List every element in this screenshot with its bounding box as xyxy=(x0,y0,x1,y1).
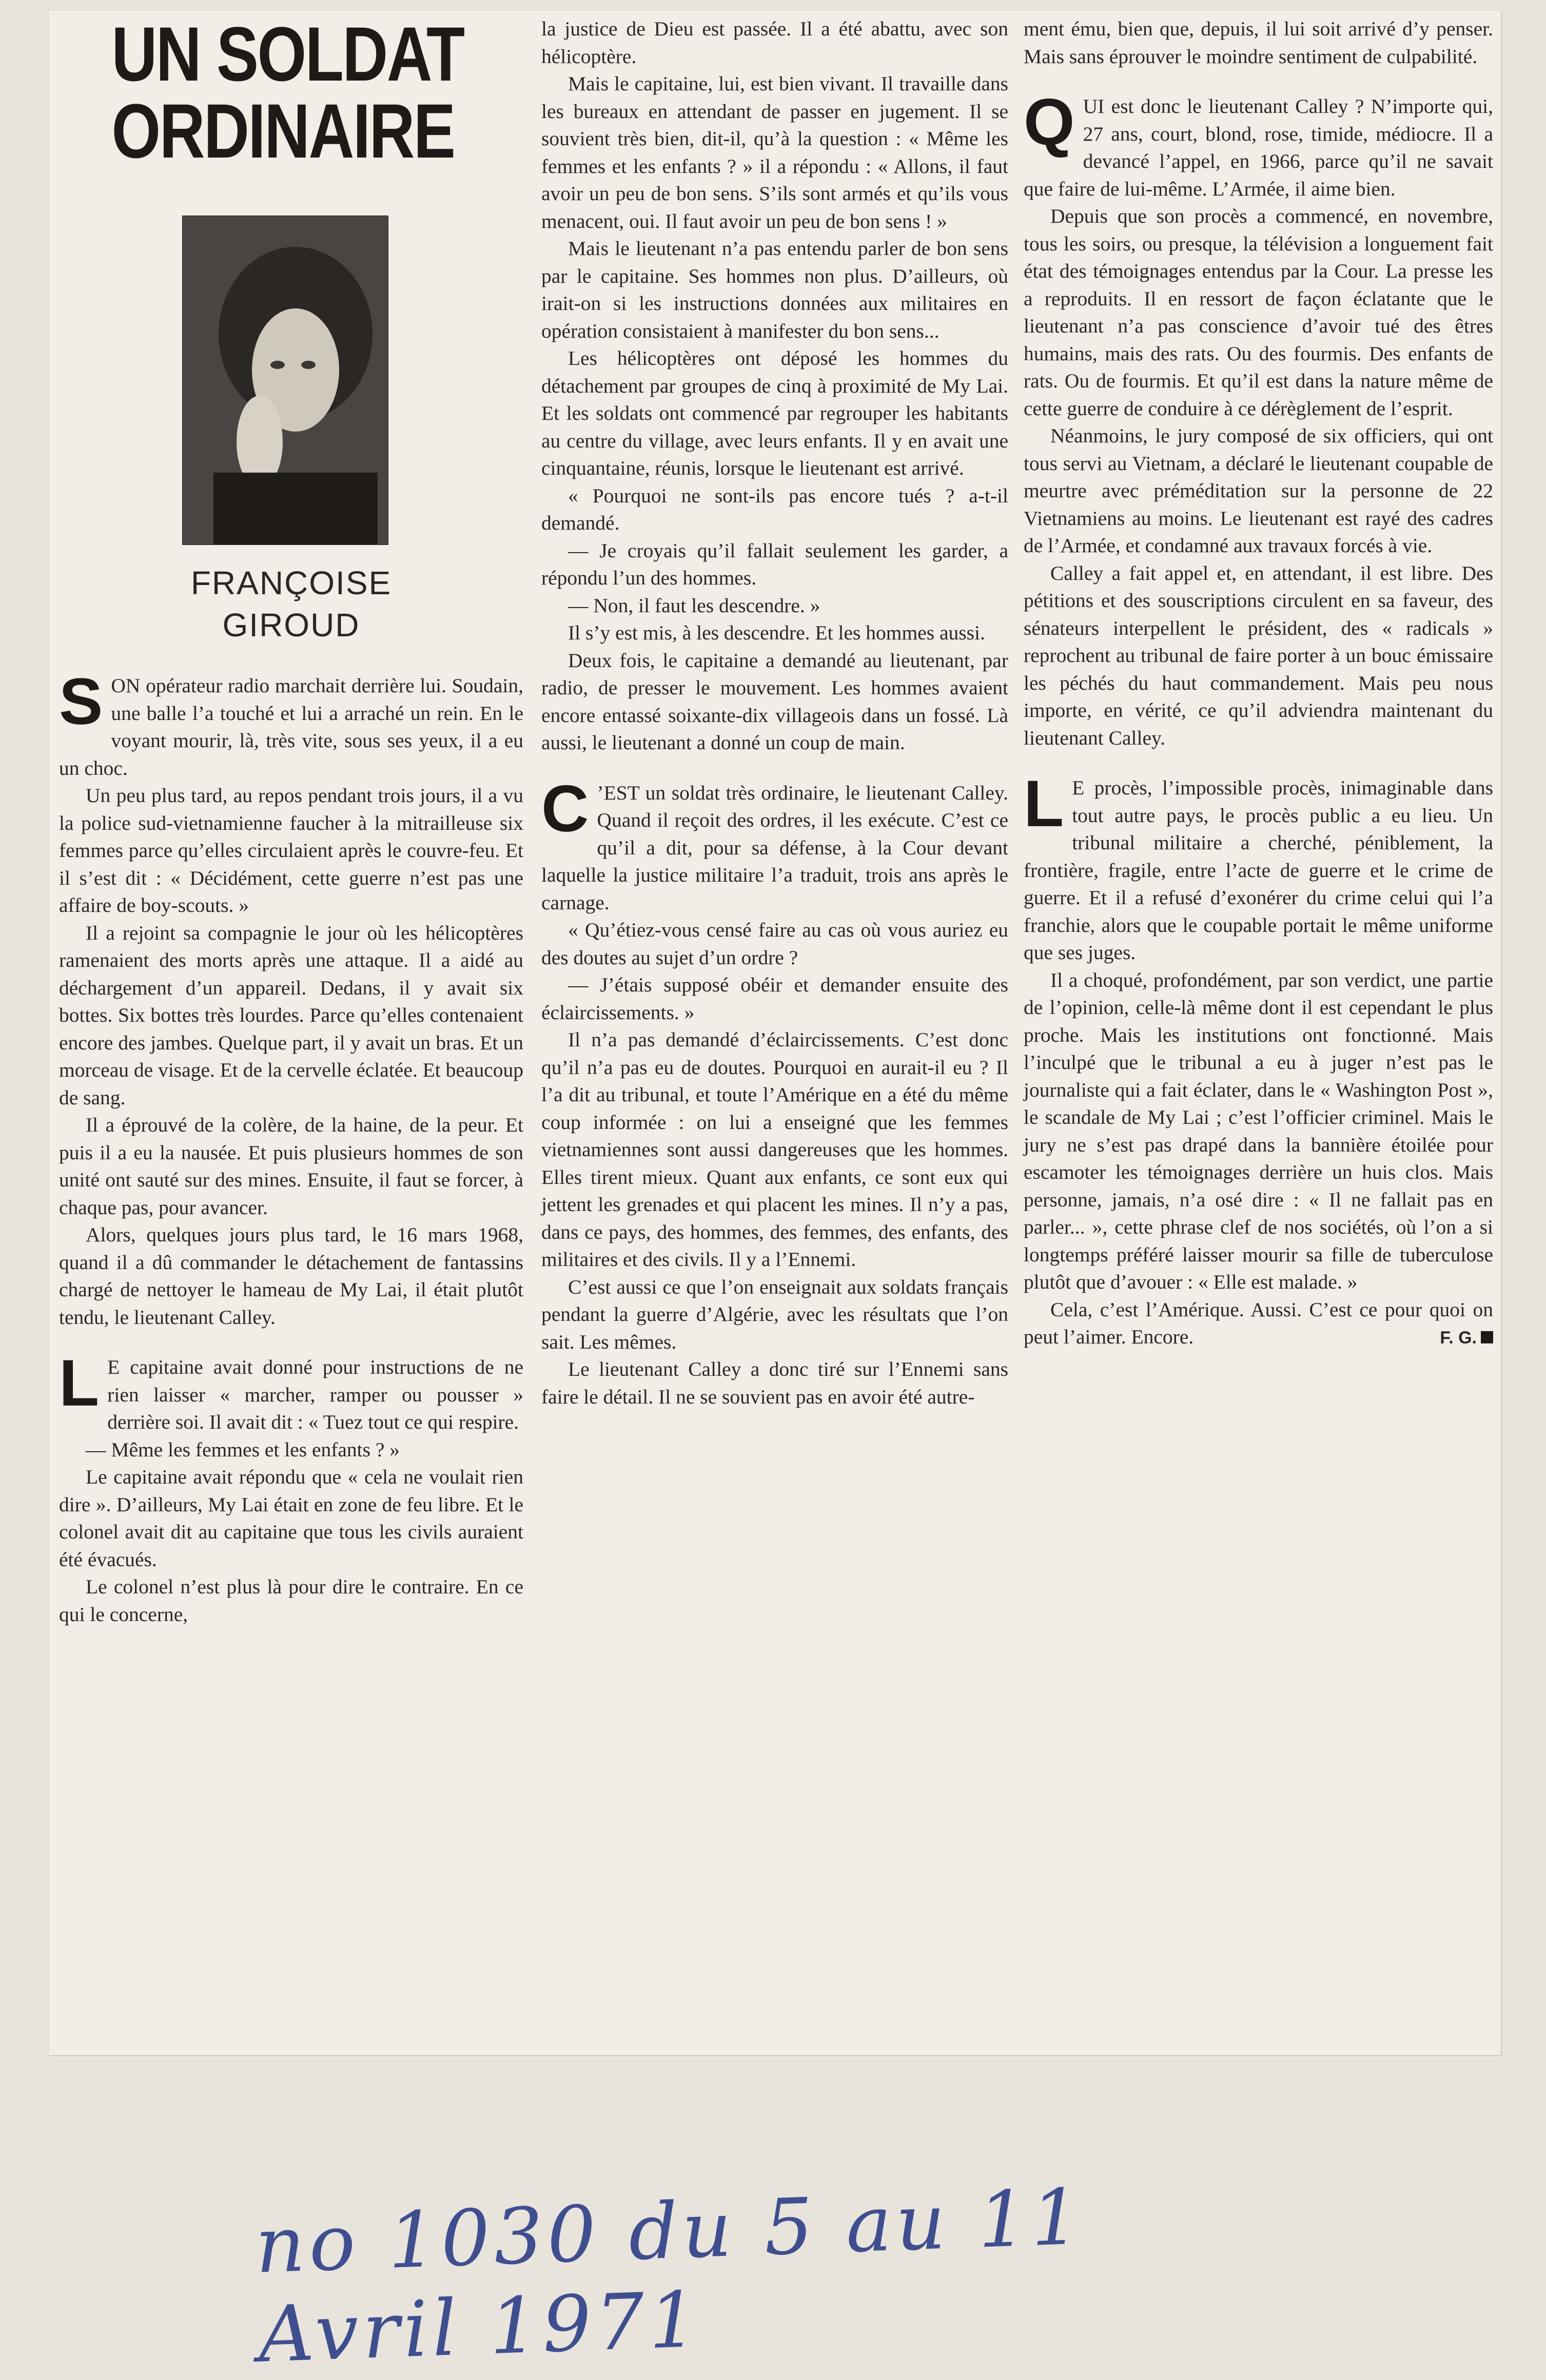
author-last-name: GIROUD xyxy=(222,607,360,643)
paragraph: Le capitaine avait répondu que « cela ne voulait rien dire ». D’ailleurs, My Lai était en zone de feu libre. Et le colonel avait dit au capitaine que tous les civils auraient été évacués. xyxy=(59,1466,523,1571)
portrait-image xyxy=(183,216,388,544)
column-3-text xyxy=(1024,15,1493,1352)
paragraph: Calley a fait appel et, en attendant, il est libre. Des pétitions et des souscriptions circulent en sa faveur, des sénateurs interpellent le président, des « radicals » reprochent au tribunal de faire porter à un bouc émissaire les péchés du haut commandement. Mais peu nous importe, en vérité, ce qu’il adviendra maintenant du lieutenant Calley. xyxy=(1024,561,1493,749)
paragraph: ment ému, bien que, depuis, il lui soit arrivé d’y penser. Mais sans éprouver le moindre sentiment de culpabilité. xyxy=(1024,17,1493,68)
paragraph: Mais le capitaine, lui, est bien vivant. Il travaille dans les bureaux en attendant de passer en jugement. Il se souvient très bien, dit-il, qu’à la question : « Même les femmes et les enfants ? » il a répondu : « Allons, il faut avoir un peu de bon sens. S’ils sont armés et qu’ils vous menacent, oui. Il faut avoir un peu de bon sens ! » xyxy=(541,72,1008,232)
end-mark-icon xyxy=(1481,1331,1493,1343)
paragraph: Mais le lieutenant n’a pas entendu parler de bon sens par le capitaine. Ses hommes non plus. D’ailleurs, où irait-on si les instructions données aux militaires en opération consistaient à manifester du bon sens... xyxy=(541,237,1008,342)
author-byline xyxy=(59,562,523,646)
drop-cap: C xyxy=(541,772,589,846)
author-first-name: FRANÇOISE xyxy=(190,564,392,601)
title-line-2: ORDINAIRE xyxy=(111,88,455,174)
column-1-text xyxy=(59,665,523,1628)
drop-cap: L xyxy=(59,1347,100,1420)
paragraph: — Je croyais qu’il fallait seulement les garder, a répondu l’un des hommes. xyxy=(541,539,1008,589)
paragraph: — J’étais supposé obéir et demander ensuite des éclaircissements. » xyxy=(541,973,1008,1024)
drop-cap: L xyxy=(1024,767,1064,841)
paragraph: Depuis que son procès a commencé, en novembre, tous les soirs, ou presque, la télévision a longuement fait état des témoignages entendus par la Cour. La presse les a reproduits. Il en ressort de façon éclatante que le lieutenant n’a pas conscience d’avoir tué des êtres humains, mais des rats. Ou des fourmis. Des enfants de rats. Ou de fourmis. Et qu’il est dans la nature même de cette guerre de conduire à ce dérèglement de l’esprit. xyxy=(1024,205,1493,420)
paragraph: Les hélicoptères ont déposé les hommes du détachement par groupes de cinq à proximité de My Lai. Et les soldats ont commencé par regrouper les habitants au centre du village, avec leurs enfants. Il y en avait une cinquantaine, réunis, lorsque le lieutenant est arrivé. xyxy=(541,347,1008,479)
paragraph: Il a éprouvé de la colère, de la haine, de la peur. Et puis il a eu la nausée. Et puis plusieurs hommes de son unité ont sauté sur des mines. Ensuite, il faut se forcer, à chaque pas, pour avancer. xyxy=(59,1114,523,1219)
article-signature: F. G. xyxy=(1024,1324,1493,1352)
paragraph: « Qu’étiez-vous censé faire au cas où vous auriez eu des doutes au sujet d’un ordre ? xyxy=(541,919,1008,969)
paragraph: L E capitaine avait donné pour instructions de ne rien laisser « marcher, ramper ou pousser » derrière soi. Il avait dit : « Tuez tout ce qui respire. xyxy=(59,1347,523,1433)
article-title xyxy=(59,10,464,174)
paragraph: Cela, c’est l’Amérique. Aussi. C’est ce pour quoi on peut l’aimer. Encore. xyxy=(1024,1298,1493,1348)
paragraph: — Non, il faut les descendre. » xyxy=(568,594,820,617)
column-2-text xyxy=(541,15,1008,1411)
paragraph: Il s’y est mis, à les descendre. Et les hommes aussi. xyxy=(568,621,985,644)
paragraph: Il a choqué, profondément, par son verdict, une partie de l’opinion, celle-là même dont il est cependant le plus proche. Mais les institutions ont fonctionné. Mais l’inculpé que le tribunal a eu à juger n’est pas le journaliste qui a fait éclater, dans le « Washington Post », le scandale de My Lai ; c’est l’officier criminel. Mais le jury ne s’est pas drapé dans la bannière étoilée pour escamoter les témoignages derrière un huis clos. Mais personne, jamais, n’a osé dire : « Il ne fallait pas en parler... », cette phrase clef de nos sociétés, où l’on a si longtemps préféré laisser mourir sa fille de tuberculose plutôt que d’avouer : « Elle est malade. » xyxy=(1024,968,1493,1293)
paragraph: Deux fois, le capitaine a demandé au lieutenant, par radio, de presser le mouvement. Les hommes avaient encore entassé soixante-dix villageois dans un fossé. Là aussi, le lieutenant a donné un coup de main. xyxy=(541,649,1008,754)
paragraph: — Même les femmes et les enfants ? » xyxy=(86,1438,400,1461)
paragraph: la justice de Dieu est passée. Il a été abattu, avec son hélicoptère. xyxy=(541,17,1008,68)
paragraph: SON opérateur radio marchait derrière lui. Soudain, une balle l’a touché et lui a arraché un rein. En le voyant mourir, là, très vite, sous ses yeux, il a eu un choc. xyxy=(59,665,523,779)
handwritten-issue-note: no 1030 du 5 au 11 Avril 1971 xyxy=(253,2172,1086,2380)
paragraph: « Pourquoi ne sont-ils pas encore tués ? a-t-il demandé. xyxy=(541,484,1008,534)
newspaper-clipping xyxy=(49,10,1501,2055)
column-1 xyxy=(59,10,523,174)
paragraph: Le colonel n’est plus là pour dire le contraire. En ce qui le concerne, xyxy=(59,1575,523,1626)
paragraph: C’est aussi ce que l’on enseignait aux soldats français pendant la guerre d’Algérie, avec les résultats que l’on sait. Les mêmes. xyxy=(541,1275,1008,1353)
paragraph: Il n’a pas demandé d’éclaircissements. C’est donc qu’il n’a pas eu de doutes. Pourquoi en aurait-il eu ? Il l’a dit au tribunal, et toute l’Amérique en a été du même coup informée : on lui a enseigné que les femmes vietnamiennes sont aussi dangereuses que les hommes. Elles tirent mieux. Quant aux enfants, ce sont eux qui jettent les grenades et qui placent les mines. Il n’y a pas, dans ce pays, des hommes, des femmes, des enfants, des militaires et des civils. Il y a l’Ennemi. xyxy=(541,1028,1008,1271)
paragraph: Alors, quelques jours plus tard, le 16 mars 1968, quand il a dû commander le détachement de fantassins chargé de nettoyer le hameau de My Lai, il était plutôt tendu, le lieutenant Calley. xyxy=(59,1223,523,1329)
drop-cap: S xyxy=(59,665,103,738)
paragraph: Néanmoins, le jury composé de six officiers, qui ont tous servi au Vietnam, a déclaré le lieutenant coupable de meurtre avec préméditation sur la personne de 22 Vietnamiens au moins. Le lieutenant est rayé des cadres de l’Armée, et condamné aux travaux forcés à vie. xyxy=(1024,424,1493,557)
paragraph: C ’EST un soldat très ordinaire, le lieutenant Calley. Quand il reçoit des ordres, il les exécute. C’est ce qu’il a dit, pour sa défense, à la Cour devant laquelle la justice militaire l’a traduit, trois ans après le carnage. xyxy=(541,772,1008,914)
paragraph: L E procès, l’impossible procès, inimaginable dans tout autre pays, le procès public a eu lieu. Un tribunal militaire a cherché, péniblement, la frontière, fragile, entre l’acte de guerre et le crime de guerre. Et il a refusé d’exonérer du crime celui qui l’a franchie, alors que le coupable portait le même uniforme que ses juges. xyxy=(1024,767,1493,964)
paragraph: Un peu plus tard, au repos pendant trois jours, il a vu la police sud-vietnamienne faucher à la mitrailleuse six femmes parce qu’elles circulaient après le couvre-feu. Et il s’est dit : « Décidément, cette guerre n’est pas une affaire de boy-scouts. » xyxy=(59,784,523,916)
author-photo xyxy=(182,216,388,545)
drop-cap: Q xyxy=(1024,86,1075,159)
paragraph: Le lieutenant Calley a donc tiré sur l’Ennemi sans faire le détail. Il ne se souvient pas en avoir été autre- xyxy=(541,1358,1008,1408)
paragraph: QUI est donc le lieutenant Calley ? N’importe qui, 27 ans, court, blond, rose, timide, médiocre. Il a devancé l’appel, en 1966, parce qu’il ne savait que faire de lui-même. L’Armée, il aime bien. xyxy=(1024,86,1493,200)
paragraph: Il a rejoint sa compagnie le jour où les hélicoptères ramenaient des morts après une attaque. Il a aidé au déchargement d’un appareil. Dedans, il y avait six bottes. Six bottes très lourdes. Parce qu’elles contenaient encore des jambes. Quelque part, il y avait un bras. Et un morceau de visage. Et de la cervelle éclatée. Et beaucoup de sang. xyxy=(59,921,523,1109)
title-line-1: UN SOLDAT xyxy=(111,11,464,97)
